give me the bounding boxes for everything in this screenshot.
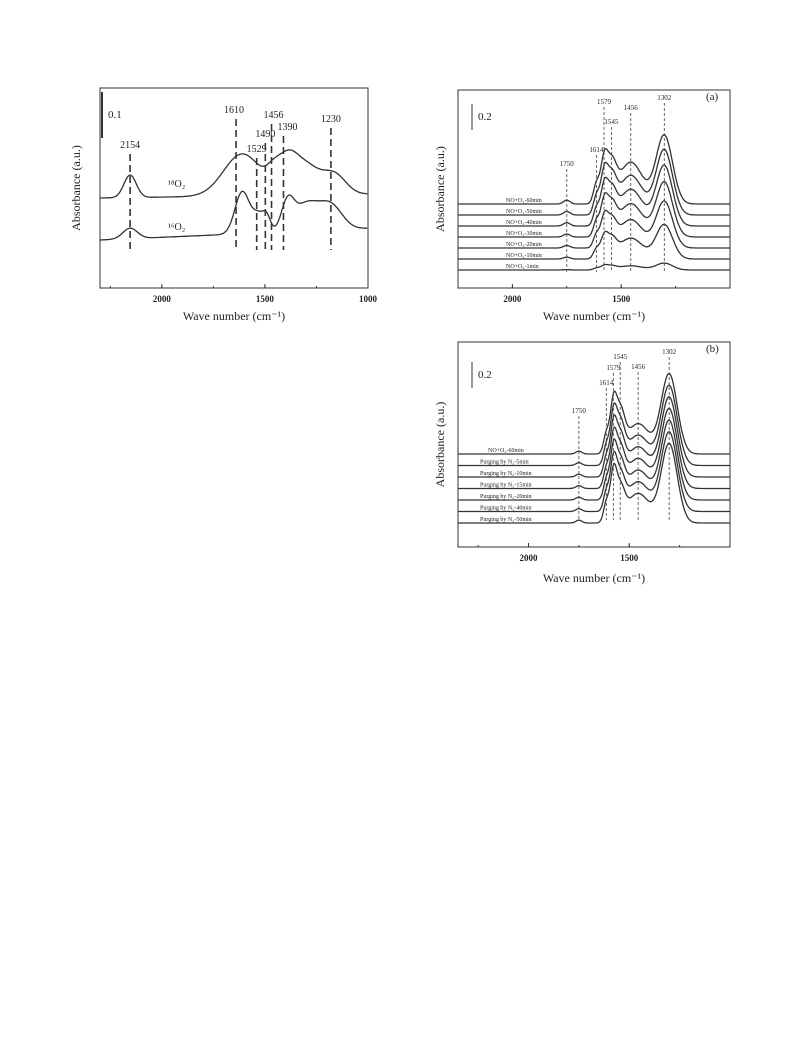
series-label-b: Purging by N₂-15min <box>480 482 532 489</box>
peak-label-1456: 1456 <box>263 110 284 121</box>
series-label-a: NO+O₂-30min <box>506 231 542 237</box>
scale-bar-label: 0.2 <box>478 369 492 381</box>
series-label-a: NO+O₂-20min <box>506 242 542 248</box>
panel-letter: (b) <box>706 343 719 355</box>
series-label-a: NO+O₂-50min <box>506 209 542 215</box>
chart-a-panel <box>432 80 737 335</box>
peak-label-1750: 1750 <box>559 160 574 168</box>
peak-label-1579: 1579 <box>606 364 621 372</box>
series-label-a: NO+O₂-60min <box>506 198 542 204</box>
peak-label-1545: 1545 <box>613 353 628 361</box>
y-axis-label: Absorbance (a.u.) <box>433 146 447 232</box>
peak-label-1302: 1302 <box>657 94 672 102</box>
chart-isotope-panel <box>68 80 378 335</box>
y-axis-label: Absorbance (a.u.) <box>433 401 447 488</box>
peak-label-1490: 1490 <box>255 129 276 140</box>
x-tick-label: 1500 <box>620 553 639 563</box>
series-label-b: Purging by N₂-20min <box>480 494 532 500</box>
series-label-18O2: ¹⁸O₂ <box>168 179 186 190</box>
peak-label-2154: 2154 <box>120 140 141 151</box>
peak-label-1545: 1545 <box>604 118 619 126</box>
x-axis-label: Wave number (cm⁻¹) <box>542 571 646 585</box>
peak-label-1614: 1614 <box>589 146 604 154</box>
peak-label-1610: 1610 <box>224 105 245 116</box>
peak-label-1456: 1456 <box>623 104 638 112</box>
x-axis-label: Wave number (cm⁻¹) <box>542 309 646 323</box>
chart-a-svg <box>432 80 737 335</box>
chart-b-svg <box>432 338 737 593</box>
x-tick-label: 2000 <box>152 294 171 304</box>
series-label-b: NO+O₂-60min <box>488 448 524 454</box>
x-tick-label: 1500 <box>255 294 274 304</box>
x-tick-label: 1000 <box>359 294 377 304</box>
scale-bar-label: 0.1 <box>108 109 122 121</box>
series-label-b: Purging by N₂-5min <box>480 459 529 466</box>
x-tick-label: 2000 <box>519 553 538 563</box>
y-axis-label: Absorbance (a.u.) <box>69 145 83 231</box>
series-line-a-2 <box>458 165 730 226</box>
series-label-b: Purging by N₂-40min <box>480 505 532 512</box>
series-line-a-5 <box>458 224 730 259</box>
peak-label-1230: 1230 <box>320 114 341 125</box>
series-label-a: NO+O₂-10min <box>506 253 542 259</box>
peak-label-1302: 1302 <box>662 348 677 356</box>
x-tick-label: 2000 <box>503 294 522 304</box>
series-label-b: Purging by N₂-10min <box>480 471 532 477</box>
x-tick-label: 1500 <box>612 294 631 304</box>
peak-label-1614: 1614 <box>599 379 614 387</box>
series-line-18O2 <box>100 150 367 198</box>
peak-label-1390: 1390 <box>277 122 298 133</box>
series-line-16O2 <box>100 191 367 240</box>
x-axis-label: Wave number (cm⁻¹) <box>182 309 286 323</box>
peak-label-1456: 1456 <box>631 363 646 371</box>
scale-bar-label: 0.2 <box>478 111 492 123</box>
panel-letter: (a) <box>706 91 719 103</box>
series-label-a: NO+O₂-40min <box>506 220 542 226</box>
series-line-a-1 <box>458 149 730 215</box>
peak-label-1579: 1579 <box>597 98 612 106</box>
series-label-a: NO+O₂-1min <box>506 264 539 270</box>
series-line-b-0 <box>458 374 730 454</box>
peak-label-1750: 1750 <box>571 407 586 415</box>
chart-isotope-svg <box>68 80 378 335</box>
series-line-a-6 <box>458 263 730 270</box>
chart-b-panel <box>432 338 737 593</box>
series-label-b: Purging by N₂-50min <box>480 517 532 523</box>
peak-label-1529: 1529 <box>246 144 267 155</box>
series-label-16O2: ¹⁶O₂ <box>168 222 186 233</box>
